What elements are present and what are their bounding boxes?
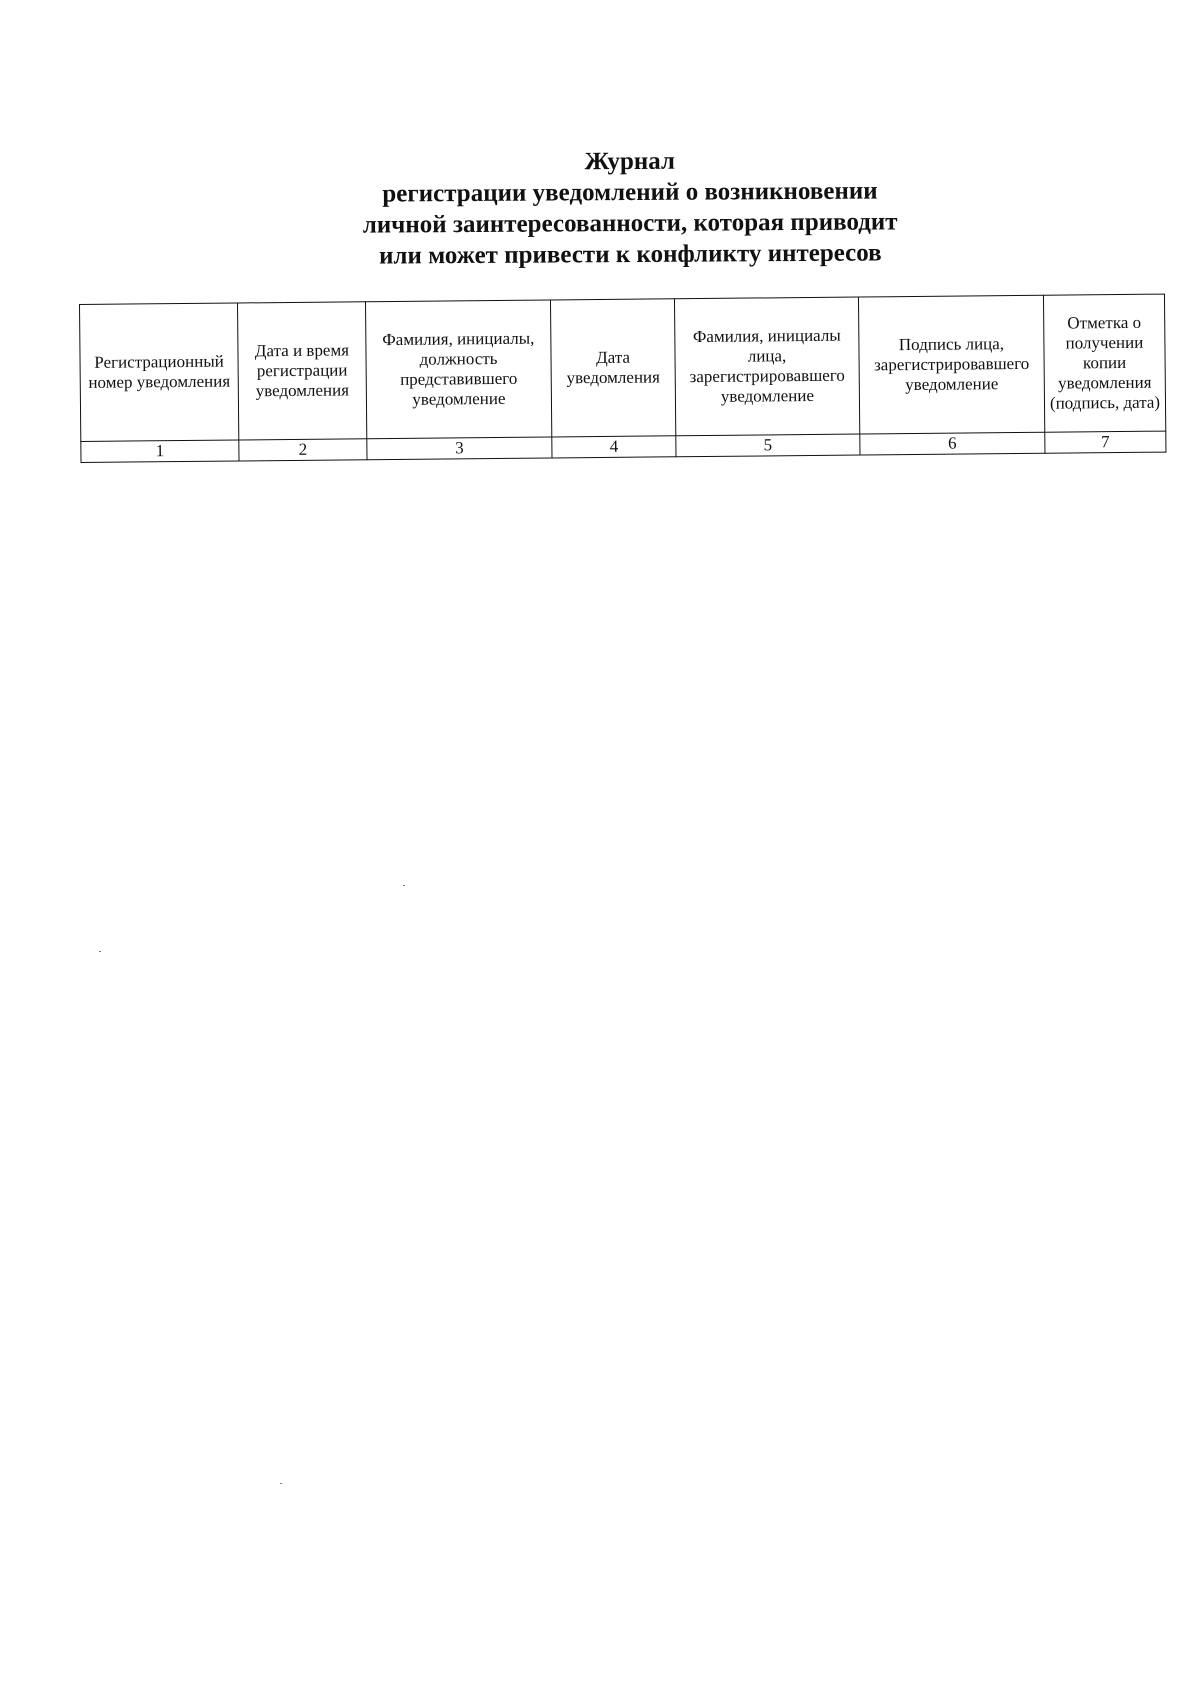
document-title — [0, 142, 1200, 274]
column-header-registrar-signature: Подпись лица, зарегистрировавшего уведомление — [858, 295, 1044, 434]
column-header-registration-datetime: Дата и время регистрации уведомления — [237, 302, 366, 440]
table-header-row — [80, 294, 1166, 441]
column-number: 4 — [552, 436, 676, 458]
title-line-3: личной заинтересованности, которая приводит — [362, 208, 898, 239]
column-number: 6 — [860, 432, 1045, 455]
registration-journal-table — [79, 294, 1166, 463]
column-number: 2 — [239, 439, 367, 461]
column-number: 5 — [676, 434, 860, 457]
column-header-copy-receipt: Отметка о получении копии уведомления (подпись, дата) — [1043, 294, 1165, 432]
column-header-submitter: Фамилия, инициалы, должность представившего уведомление — [365, 300, 551, 439]
column-header-registration-number: Регистрационный номер уведомления — [80, 303, 239, 442]
scan-speck — [280, 1483, 282, 1484]
column-header-notification-date: Дата уведомления — [550, 299, 675, 437]
title-line-2: регистрации уведомлений о возникновении — [382, 177, 878, 208]
column-header-registrar-name: Фамилия, инициалы лица, зарегистрировавшего уведомление — [674, 297, 859, 436]
column-number: 7 — [1045, 431, 1166, 453]
column-number: 3 — [367, 437, 552, 460]
column-number: 1 — [81, 440, 239, 463]
scan-speck — [99, 951, 101, 952]
title-line-1: Журнал — [584, 147, 676, 176]
title-line-4: или может привести к конфликту интересов — [378, 239, 882, 270]
scan-speck — [403, 885, 405, 886]
